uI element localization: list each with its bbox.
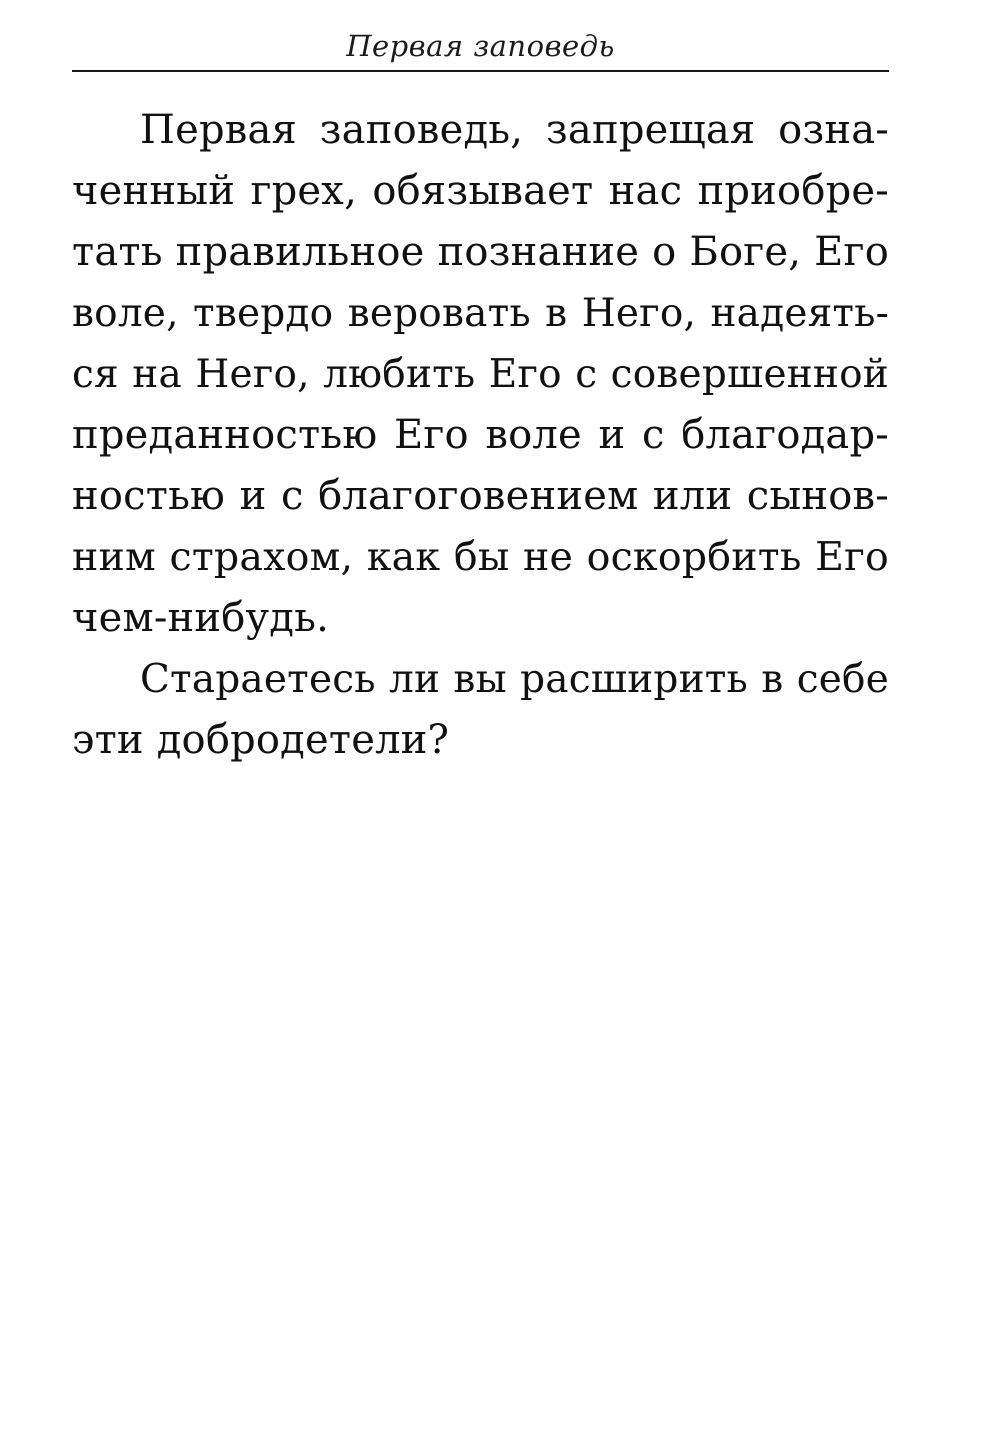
text-line: преданностью Его воле и с благодар- [72,412,889,458]
text-line: ченный грех, обязывает нас приобре- [72,168,889,214]
text-line: чем-нибудь. [72,595,330,641]
paragraph [72,100,889,649]
text-line: ся на Него, любить Его с совершенной [72,352,889,397]
text-line: ностью и с благоговением или сынов- [72,473,889,519]
text-line: Первая заповедь, запрещая озна- [140,107,889,153]
running-head: Первая заповедь [346,29,615,63]
text-line: эти добродетели? [72,717,450,763]
text-line: тать правильное познание о Боге, Его [72,229,889,275]
text-line: Стараетесь ли вы расширить в себе [140,657,889,702]
paragraph [72,649,889,771]
body-text [72,100,889,771]
text-line: ним страхом, как бы не оскорбить Его [72,534,889,580]
text-line: воле, твердо веровать в Него, надеять- [72,291,889,336]
header-rule [72,70,889,72]
